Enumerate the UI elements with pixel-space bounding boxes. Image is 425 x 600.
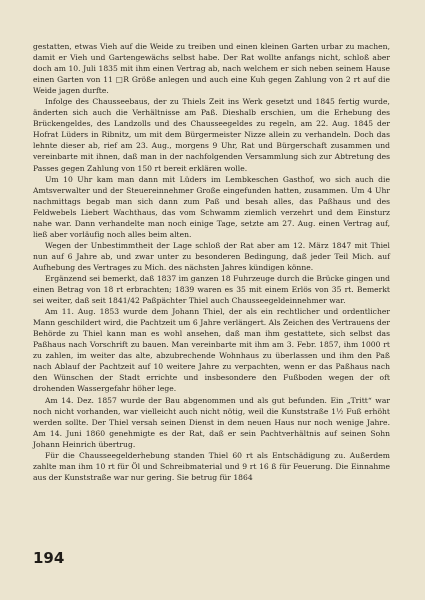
- paragraph-3: Um 10 Uhr kam man dann mit Lüders im Lembkeschen Gasthof, wo sich auch die Amtsverwalter und der Steuereinnehmer Große eingefunden hatten, zusammen. Um 4 Uhr nachmittags begab man sich dann zum Paß und besah alles, das Paßhaus und des Feldwebels Liebert Wachthaus, das vom Schwamm ziemlich verzehrt und dem Einsturz nahe war. Dann verhandelte man noch einige Tage, setzte am 27. Aug. einen Vertrag auf, ließ aber vorläufig noch alles beim alten.: [33, 174, 390, 239]
- paragraph-5: Ergänzend sei bemerkt, daß 1837 im ganzen 18 Fuhrzeuge durch die Brücke gingen und einen Betrag von 18 rt erbrachten; 1839 waren es 35 mit einem Erlös von 35 rt. Bemerkt sei weiter, daß seit 1841/42 Paßpächter Thiel auch Chausseegeldeinnehmer war.: [33, 273, 390, 306]
- paragraph-6: Am 11. Aug. 1853 wurde dem Johann Thiel, der als ein rechtlicher und ordentlicher Mann geschildert wird, die Pachtzeit um 6 Jahre verlängert. Als Zeichen des Vertrauens der Behörde zu Thiel kann man es wohl ansehen, daß man ihm gestattete, sich selbst das Paßhaus nach Vorschrift zu bauen. Man vereinbarte mit ihm am 3. Febr. 1857, ihm 1000 rt zu zahlen, im weiter das alte, abzubrechende Wohnhaus zu überlassen und ihm den Paß nach Ablauf der Pachtzeit auf 10 weitere Jahre zu verpachten, wenn er das Paßhaus nach den Wünschen der Stadt errichte und insbesondere den Fußboden wegen der oft drohenden Wassergefahr höher lege.: [33, 307, 390, 394]
- paragraph-7: Am 14. Dez. 1857 wurde der Bau abgenommen und als gut befunden. Ein „Tritt“ war noch nicht vorhanden, war vielleicht auch nicht nötig, weil die Kunststraße 1½ Fuß erhöht werden sollte. Der Thiel versah seinen Dienst in dem neuen Haus nur noch wenige Jahre. Am 14. Juni 1860 genehmigte es der Rat, daß er sein Pachtverhältnis auf seinen Sohn Johann Heinrich übertrug.: [33, 395, 390, 449]
- paragraph-8: Für die Chausseegelderhebung standen Thiel 60 rt als Entschädigung zu. Außerdem zahlte man ihm 10 rt für Öl und Schreibmaterial und 9 rt 16 ß für Feuerung. Die Einnahme aus der Kunststraße war nur gering. Sie betrug für 1864: [33, 450, 390, 482]
- paragraph-1: gestatten, etwas Vieh auf die Weide zu treiben und einen kleinen Garten urbar zu machen, damit er Vieh und Gartengewächs selbst habe. Der Rat wollte anfangs nicht, schloß aber doch am 10. Juli 1835 mit ihm einen Vertrag ab, nach welchem er sich neben seinem Hause einen Garten von 11 □R Größe anlegen und auch eine Kuh gegen Zahlung von 2 rt auf die Weide jagen durfte.: [33, 42, 390, 96]
- paragraph-4: Wegen der Unbestimmtheit der Lage schloß der Rat aber am 12. März 1847 mit Thiel nun auf 6 Jahre ab, und zwar unter zu besonderen Bedingung, daß jeder Teil Mich. auf Aufhebung des Vertrages zu Mich. des nächsten Jahres kündigen könne.: [33, 240, 390, 272]
- page-number: 194: [33, 549, 65, 567]
- body-text: [33, 41, 390, 483]
- paragraph-2: Infolge des Chausseebaus, der zu Thiels Zeit ins Werk gesetzt und 1845 fertig wurde, änderten sich auch die Verhältnisse am Paß. Dieshalb erschien, um die Erhebung des Brückengeldes, des Landzolls und des Chausseegeldes zu regeln, am 22. Aug. 1845 der Hofrat Lüders in Ribnitz, um mit dem Bürgermeister Nizze allein zu verhandeln. Doch das lehnte dieser ab, rief am 23. Aug., morgens 9 Uhr, Rat und Bürgerschaft zusammen und vereinbarte mit ihnen, daß man in der nachfolgenden Versammlung sich zur Abtretung des Passes gegen Zahlung von 150 rt bereit erklären wolle.: [33, 97, 390, 173]
